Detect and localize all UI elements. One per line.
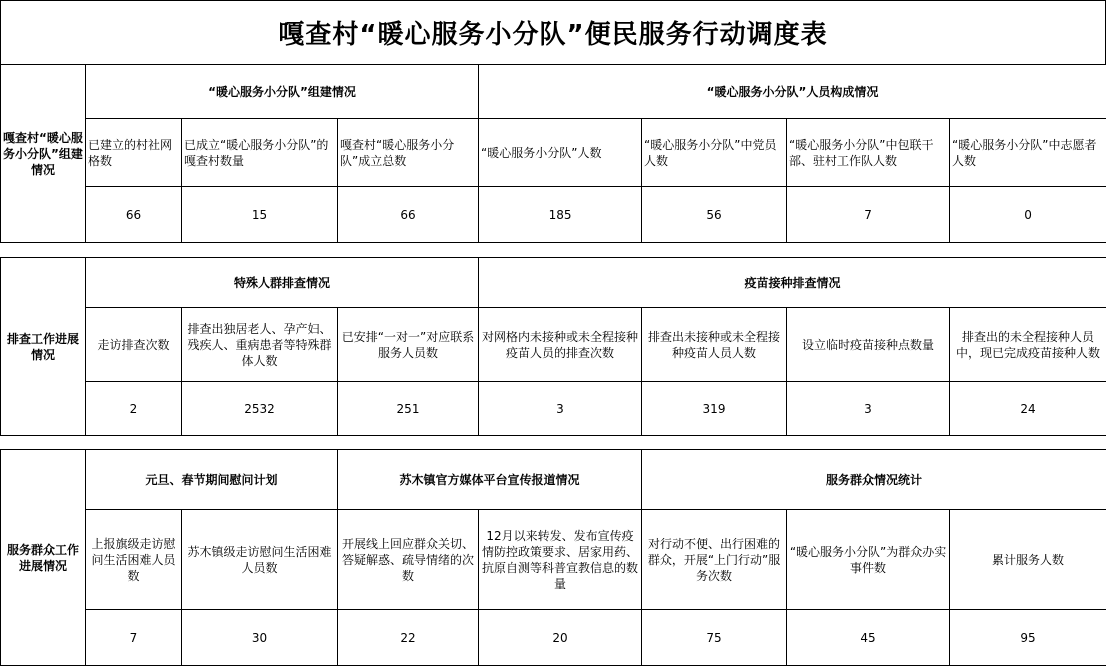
col-header: 累计服务人数 xyxy=(950,510,1106,610)
col-header: “暖心服务小分队”中包联干部、驻村工作队人数 xyxy=(787,119,950,187)
value-cell: 185 xyxy=(479,187,642,243)
value-cell: 56 xyxy=(642,187,787,243)
col-header: 设立临时疫苗接种点数量 xyxy=(787,308,950,382)
col-header: 已建立的村社网格数 xyxy=(86,119,182,187)
group-header-composition: “暖心服务小分队”人员构成情况 xyxy=(479,65,1106,119)
value-cell: 66 xyxy=(338,187,479,243)
value-cell: 319 xyxy=(642,382,787,436)
group-header-special-groups: 特殊人群排查情况 xyxy=(86,258,479,308)
col-header: 排查出未接种或未全程接种疫苗人员人数 xyxy=(642,308,787,382)
section-screening-progress xyxy=(0,257,1106,436)
group-header-media-coverage: 苏木镇官方媒体平台宣传报道情况 xyxy=(338,450,642,510)
col-header: 开展线上回应群众关切、答疑解惑、疏导情绪的次数 xyxy=(338,510,479,610)
col-header: “暖心服务小分队”中党员人数 xyxy=(642,119,787,187)
value-cell: 75 xyxy=(642,610,787,666)
value-cell: 22 xyxy=(338,610,479,666)
col-header: 排查出独居老人、孕产妇、残疾人、重病患者等特殊群体人数 xyxy=(182,308,338,382)
row-label-screening: 排查工作进展情况 xyxy=(1,258,86,436)
value-cell: 2532 xyxy=(182,382,338,436)
value-cell: 7 xyxy=(787,187,950,243)
col-header: 对行动不便、出行困难的群众，开展“上门行动”服务次数 xyxy=(642,510,787,610)
col-header: 上报旗级走访慰问生活困难人员数 xyxy=(86,510,182,610)
row-label-service: 服务群众工作进展情况 xyxy=(1,450,86,666)
col-header: 12月以来转发、发布宣传疫情防控政策要求、居家用药、抗原自测等科普宣教信息的数量 xyxy=(479,510,642,610)
col-header: “暖心服务小分队”人数 xyxy=(479,119,642,187)
value-cell: 0 xyxy=(950,187,1106,243)
group-header-service-stats: 服务群众情况统计 xyxy=(642,450,1106,510)
col-header: 嘎查村“暖心服务小分队”成立总数 xyxy=(338,119,479,187)
col-header: “暖心服务小分队”中志愿者人数 xyxy=(950,119,1106,187)
value-cell: 20 xyxy=(479,610,642,666)
col-header: 走访排查次数 xyxy=(86,308,182,382)
value-cell: 30 xyxy=(182,610,338,666)
value-cell: 7 xyxy=(86,610,182,666)
col-header: 排查出的未全程接种人员中，现已完成疫苗接种人数 xyxy=(950,308,1106,382)
value-cell: 251 xyxy=(338,382,479,436)
group-header-formation: “暖心服务小分队”组建情况 xyxy=(86,65,479,119)
value-cell: 95 xyxy=(950,610,1106,666)
section-team-formation xyxy=(0,64,1106,243)
sheet-title: 嘎查村“暖心服务小分队”便民服务行动调度表 xyxy=(0,0,1106,64)
value-cell: 2 xyxy=(86,382,182,436)
value-cell: 15 xyxy=(182,187,338,243)
value-cell: 3 xyxy=(787,382,950,436)
value-cell: 3 xyxy=(479,382,642,436)
group-header-vaccination: 疫苗接种排查情况 xyxy=(479,258,1106,308)
value-cell: 66 xyxy=(86,187,182,243)
group-header-holiday-visits: 元旦、春节期间慰问计划 xyxy=(86,450,338,510)
section-service-progress xyxy=(0,449,1106,666)
value-cell: 45 xyxy=(787,610,950,666)
col-header: 已安排“一对一”对应联系服务人员数 xyxy=(338,308,479,382)
col-header: “暖心服务小分队”为群众办实事件数 xyxy=(787,510,950,610)
col-header: 已成立“暖心服务小分队”的嘎查村数量 xyxy=(182,119,338,187)
col-header: 对网格内未接种或未全程接种疫苗人员的排查次数 xyxy=(479,308,642,382)
row-label-team-formation: 嘎查村“暖心服务小分队”组建情况 xyxy=(1,65,86,243)
col-header: 苏木镇级走访慰问生活困难人员数 xyxy=(182,510,338,610)
value-cell: 24 xyxy=(950,382,1106,436)
